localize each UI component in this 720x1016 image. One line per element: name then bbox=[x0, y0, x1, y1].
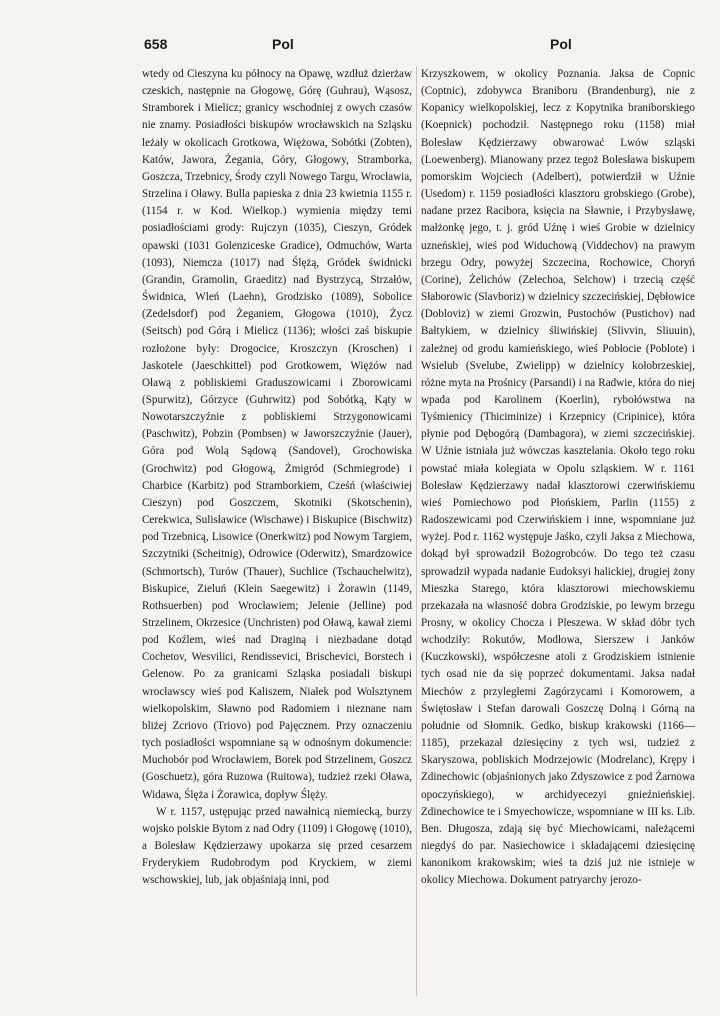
column-divider bbox=[416, 66, 417, 996]
page-number: 658 bbox=[144, 36, 168, 52]
paragraph: wtedy od Cieszyna ku północy na Opawę, wzdłuż dzierżaw czeskich, następnie na Głogowę, Górę (Guhrau), Wąsosz, Stramborek i Mielicz; granicy wschodniej z owych czasów nie znamy. Posiadłości biskupów wrocławskich na Szląsku leżały w okolicach Grotkowa, Więżowa, Sobótki (Zobten), Katów, Jawora, Żegania, Góry, Głogowy, Stramborka, Goszcza, Trzebnicy, Środy czyli Nowego Targu, Wrocławia, Strzelina i Oławy. Bulla papieska z dnia 23 kwietnia 1155 r. (1154 r. w Kod. Wielkop.) wymienia między temi posiadłościami grody: Rujczyn (1035), Cieszyn, Gródek opawski (1031 Golenziceske Gradice), Odmuchów, Warta (1093), Niemcza (1017) nad Ślężą, Gródek świdnicki (Grandin, Gramolin, Graeditz) nad Bystrzycą, Strzałów, Świdnica, Wleń (Laehn), Grodzisko (1089), Sobolice (Zedelsdorf) pod Żeganiem, Głogowa (1010), Życz (Seitsch) pod Górą i Mielicz (1136); włości zaś biskupie rozłożone były: Drogocice, Kroszczyn (Kroschen) i Jaskotele (Jaeschkittel) pod Grotkowem, Więżów nad Oławą z pobliskiemi Graduszowicami i Zborowicami (Spurwitz), Górzyce (Guhrwitz) pod Sobótką, Kąty w Nowotarszczyźnie z pobliskiemi Strzygonowicami (Paschwitz), Pobzin (Pombsen) w Jaworszczyźnie (Jauer), Góra pod Wolą Sądową (Sandovel), Grochowiska (Grochwitz) pod Głogową, Żmigród (Schmiegrode) i Charbice (Karbitz) pod Stramborkiem, Cześń (właściwiej Cieszyn) pod Goszczem, Skotniki (Skotschenin), Cerekwica, Sulisławice (Wischawe) i Biskupice (Bischwitz) pod Trzebnicą, Lisowice (Onerkwitz) pod Nowym Targiem, Szczytniki (Scheitnig), Odrowice (Oderwitz), Smardzowice (Schmortsch), Turów (Thauer), Suchlice (Tschauchelwitz), Biskupice, Zieluń (Klein Saegewitz) i Żorawin (1149, Rothsuerben) pod Wrocławiem; Jelenie (Jellinе) pod Strzelinem, Okrzesice (Unchristen) pod Oławą, kawał ziemi pod Koźlem, wieś nad Draginą i niezbadane dotąd Cochetov, Wesvilici, Rendissevici, Brischevici, Borstech i Gelenow. Po za granicami Szląska posiadali biskupi wrocławscy wieś pod Kaliszem, Niałek pod Wolsztynem wielkopolskim, Sławno pod Radomiem i nieznane nam bliżej Zcriovo (Triovo) pod Pajęcznem. Przy oznaczeniu tych posiadłości wspomniane są w odnośnym dokumencie: Muchobór pod Wrocławiem, Borek pod Strzelinem, Goszcz (Goschuetz), góra Ruzowa (Ruitowa), tudzież rzeki Oława, Widawa, Ślęża i Żorawica, dopływ Ślęży. bbox=[142, 68, 412, 801]
text-column-left bbox=[142, 66, 412, 996]
paragraph: W r. 1157, ustępując przed nawałnicą niemiecką, burzy wojsko polskie Bytom z nad Odry (1109) i Głogowę (1010), a Bolesław Kędzierzawy upokarza się przed cesarzem Fryderykiem Rudobrodym pod Kryckiem, w ziemi wschowskiej, lub, jak objaśniają inni, pod bbox=[142, 805, 412, 887]
running-head-right: Pol bbox=[550, 36, 572, 52]
paragraph: Krzyszkowem, w okolicy Poznania. Jaksa de Copnic (Coptnic), zdobywca Braniboru (Brandenburg), nie z Kopanicy wielkopolskiej, lecz z Kopytnika braniborskiego (Koepnick) pochodził. Następnego roku (1158) miał Bolesław Kędzierzawy obwarować Lwów szląski (Loewenberg). Mianowany przez tegoż Bolesława biskupem pomorskim Wojciech (Adelbert), potwierdził w Uźnie (Usedom) r. 1159 posiadłości klasztoru grobskiego (Grobe), nadane przez Racibora, księcia na Sławnie, i Przybysławę, małżonkę jego, t. j. gród Uźnę i wieś Grobie w dzielnicy uzneńskiej, wieś pod Widuchową (Viddechov) na prawym brzegu Odry, powyżej Szczecina, Rochowice, Choryń (Corine), Żelichów (Zelechoa, Selchow) i trzecią część Słaborowic (Slavboriz) w dzielnicy szczecińskiej, Dębłowice (Dobloviz) w ziemi Grozwin, Pustochów (Pustichov) nad Bałtykiem, w dzielnicy śliwińskiej (Slivvin, Sliuuin), zależnej od grodu kamieńskiego, wieś Pobłocie (Poblote) i Wsielub (Svelube, Zwielipp) w dzielnicy kołobrzeskiej, różne myta na Prośnicy (Parsandi) i na Radwie, która do niej wpada pod Karolinem (Koerlin), rybołówstwa na Tyśmienicy (Thiciminize) i Krzepnicy (Cripinice), która płynie pod Dębogórą (Dambagora), w ziemi szczecińskiej. W Uźnie istniała już wówczas kasztelania. Około tego roku powstać miała kolegiata w Opolu szląskiem. W r. 1161 Bolesław Kędzierzawy nadał klasztorowi czerwińskiemu wieś Pomiechowo pod Płońskiem, Parlin (1155) z Radoszewicami pod Czerwińskiem i inne, wspomniane już wyżej. Pod r. 1162 występuje Jaśko, czyli Jaksa z Miechowa, dokąd był sprowadził Bożogrobców. Do tego też czasu sprowadził wypada nadanie Eudoksyi halickiej, drugiej żony Mieszka Starego, która klasztorowi miechowskiemu przekazała na własność dobra Grodziskie, po lewym brzegu Prosny, w okolicy Chocza i Pleszewa. W skład dóbr tych wchodziły: Rokutów, Modłowa, Sierszew i Janków (Kuczkowski), współczesne atoli z Grodziskiem istnienie tych osad nie da się poprzeć dokumentami. Jaksa nadał Miechów z przyległemi Zagórzycami i Komorowem, a Świętosław i Stefan darowali Goszczę Dolną i Górną na południe od Słomnik. Gedko, biskup krakowski (1166—1185), przekazał dziesięciny z tych wsi, tudzież z Skaryszowa, pobliskich Modrzejowic (Modrelanc), Krępy i Zdinechowic (objaśnionych jako Zdyszowice z pod Żarnowa opoczyńskiego), w archidyecezyi gnieźnieńskiej. Zdinechowice te i Smyechowicze, wspomniane w III ks. Lib. Ben. Długosza, zdają się być Miechowicami, należącemi niegdyś do par. Nasiechowice i składającemi dziesięcinę kanonikom krakowskim; wieś ta dziś już nie istnieje w okolicy Miechowa. Dokument patryarchy jerozo- bbox=[421, 68, 695, 887]
running-head-left: Pol bbox=[272, 36, 294, 52]
text-column-right bbox=[421, 66, 695, 996]
page-header bbox=[0, 36, 720, 58]
